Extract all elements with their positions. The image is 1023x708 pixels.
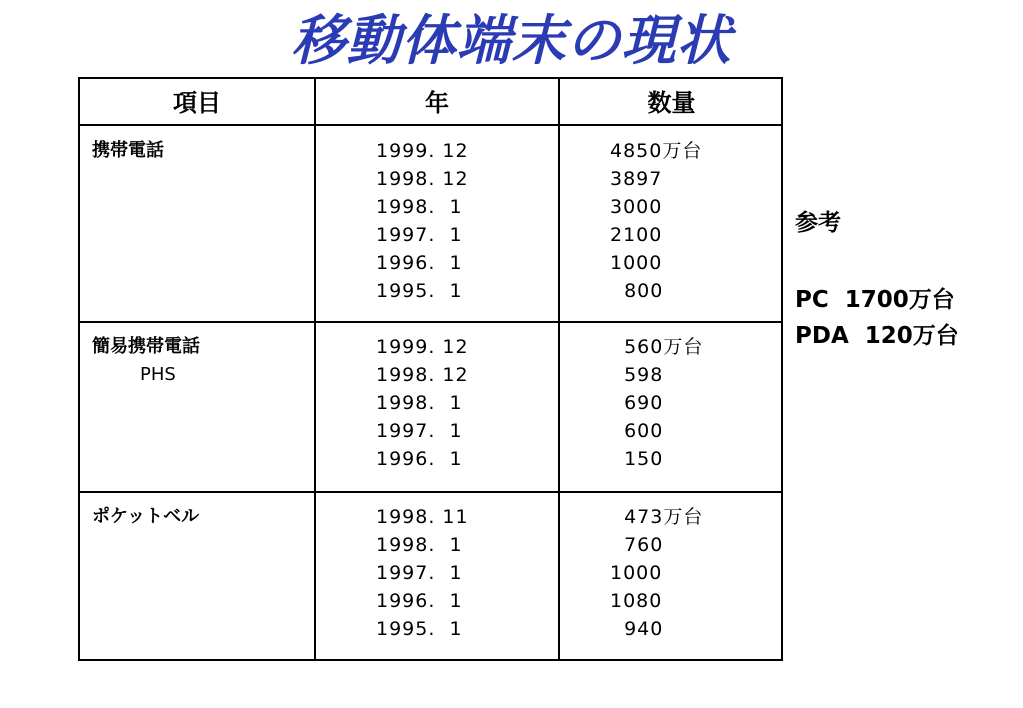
row-divider bbox=[80, 321, 781, 323]
year-cell: 1998. 11 bbox=[376, 506, 469, 528]
item-label: 携帯電話 bbox=[92, 140, 164, 161]
quantity-cell: 760 bbox=[610, 534, 664, 556]
quantity-cell: 3897 bbox=[610, 168, 663, 190]
year-cell: 1995. 1 bbox=[376, 280, 463, 302]
device-stats-table bbox=[78, 77, 783, 661]
year-cell: 1998. 1 bbox=[376, 392, 463, 414]
quantity-cell: 3000 bbox=[610, 196, 663, 218]
year-cell: 1996. 1 bbox=[376, 448, 463, 470]
quantity-cell: 940 bbox=[610, 618, 664, 640]
quantity-cell: 150 bbox=[610, 448, 664, 470]
year-cell: 1998. 1 bbox=[376, 534, 463, 556]
year-cell: 1995. 1 bbox=[376, 618, 463, 640]
year-list bbox=[376, 333, 469, 473]
reference-block bbox=[795, 208, 959, 354]
year-cell: 1996. 1 bbox=[376, 252, 463, 274]
reference-line-pc: PC 1700万台 bbox=[795, 287, 955, 313]
quantity-cell: 4850万台 bbox=[610, 140, 703, 162]
reference-line-pda: PDA 120万台 bbox=[795, 323, 959, 349]
quantity-cell: 600 bbox=[610, 420, 664, 442]
reference-title: 参考 bbox=[795, 210, 841, 236]
header-quantity: 数量 bbox=[647, 89, 696, 117]
quantity-cell: 1000 bbox=[610, 252, 663, 274]
quantity-cell: 598 bbox=[610, 364, 664, 386]
column-divider bbox=[558, 79, 560, 659]
quantity-cell: 2100 bbox=[610, 224, 663, 246]
quantity-cell: 1000 bbox=[610, 562, 663, 584]
year-cell: 1997. 1 bbox=[376, 420, 463, 442]
quantity-cell: 800 bbox=[610, 280, 664, 302]
item-label: 簡易携帯電話 bbox=[92, 336, 200, 357]
row-divider bbox=[80, 491, 781, 493]
year-cell: 1998. 12 bbox=[376, 364, 469, 386]
item-sublabel: PHS bbox=[140, 364, 176, 385]
year-cell: 1999. 12 bbox=[376, 336, 469, 358]
year-list bbox=[376, 137, 469, 305]
item-label: ポケットベル bbox=[92, 506, 200, 527]
year-cell: 1999. 12 bbox=[376, 140, 469, 162]
year-cell: 1997. 1 bbox=[376, 562, 463, 584]
quantity-list bbox=[610, 137, 702, 305]
year-list bbox=[376, 503, 469, 643]
year-cell: 1998. 1 bbox=[376, 196, 463, 218]
header-divider bbox=[80, 124, 781, 126]
year-cell: 1996. 1 bbox=[376, 590, 463, 612]
quantity-cell: 1080 bbox=[610, 590, 663, 612]
quantity-list bbox=[610, 503, 703, 643]
slide-title: 移動体端末の現状 bbox=[291, 9, 732, 72]
quantity-cell: 690 bbox=[610, 392, 664, 414]
year-cell: 1997. 1 bbox=[376, 224, 463, 246]
year-cell: 1998. 12 bbox=[376, 168, 469, 190]
header-year: 年 bbox=[425, 89, 449, 117]
quantity-cell: 560万台 bbox=[610, 336, 704, 358]
column-divider bbox=[314, 79, 316, 659]
quantity-list bbox=[610, 333, 703, 473]
quantity-cell: 473万台 bbox=[610, 506, 704, 528]
header-item: 項目 bbox=[173, 89, 221, 117]
